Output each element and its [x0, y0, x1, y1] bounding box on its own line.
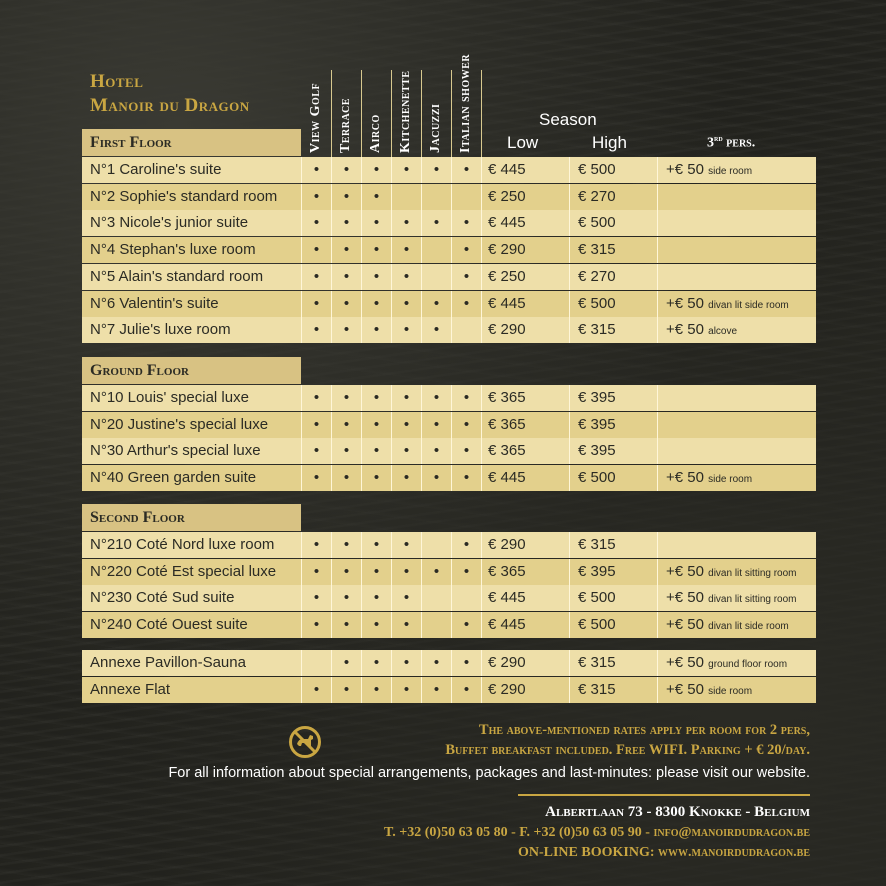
third-person-cell: [658, 612, 816, 638]
feature-dot: •: [392, 465, 422, 491]
feature-dot: •: [452, 385, 482, 411]
feature-dot: •: [422, 317, 452, 343]
feature-dot: •: [332, 465, 362, 491]
feature-header: [422, 32, 451, 157]
third-person-cell: [658, 237, 816, 263]
table-row: [82, 210, 816, 236]
feature-dot: [452, 585, 482, 611]
price-high: € 500: [570, 157, 658, 183]
feature-dot: •: [332, 291, 362, 317]
price-high: € 315: [570, 317, 658, 343]
room-name: N°4 Stephan's luxe room: [82, 237, 302, 263]
feature-dot: •: [332, 210, 362, 236]
third-person-cell: [658, 465, 816, 491]
third-person-price: +€ 50: [666, 563, 704, 580]
feature-dot: •: [302, 385, 332, 411]
third-person-note: side room: [708, 166, 753, 177]
table-row: [82, 438, 816, 464]
room-name: N°240 Coté Ouest suite: [82, 612, 302, 638]
feature-dot: [452, 317, 482, 343]
feature-dot: •: [302, 438, 332, 464]
price-high: € 395: [570, 385, 658, 411]
feature-header-label: Airco: [367, 114, 383, 153]
feature-dot: •: [332, 532, 362, 558]
season-high-label: High: [592, 133, 627, 152]
third-person-note: ground floor room: [708, 659, 788, 670]
feature-dot: •: [452, 237, 482, 263]
feature-dot: •: [452, 210, 482, 236]
feature-header: [332, 32, 361, 157]
third-person-cell: [658, 677, 816, 703]
price-high: € 315: [570, 677, 658, 703]
price-high: € 395: [570, 559, 658, 585]
third-person-price: +€ 50: [666, 681, 704, 698]
price-low: € 250: [482, 184, 570, 210]
feature-dot: •: [362, 317, 392, 343]
third-person-cell: [658, 184, 816, 210]
third-person-cell: [658, 317, 816, 343]
no-dogs-icon: [288, 725, 322, 759]
feature-dot: •: [302, 264, 332, 290]
price-low: € 445: [482, 585, 570, 611]
feature-dot: •: [302, 210, 332, 236]
room-name: N°5 Alain's standard room: [82, 264, 302, 290]
feature-dot: [422, 184, 452, 210]
feature-headers: [302, 34, 480, 157]
price-low: € 445: [482, 210, 570, 236]
third-person-note: divan lit side room: [708, 300, 789, 311]
feature-dot: •: [452, 532, 482, 558]
price-low: € 445: [482, 291, 570, 317]
third-person-cell: [658, 559, 816, 585]
feature-dot: •: [362, 184, 392, 210]
feature-dot: •: [392, 612, 422, 638]
feature-dot: •: [302, 184, 332, 210]
feature-dot: •: [452, 612, 482, 638]
price-low: € 290: [482, 317, 570, 343]
price-low: € 365: [482, 559, 570, 585]
feature-dot: •: [332, 559, 362, 585]
feature-dot: •: [302, 237, 332, 263]
table-row: [82, 559, 816, 585]
third-person-cell: [658, 438, 816, 464]
feature-dot: •: [422, 291, 452, 317]
third-person-cell: [658, 412, 816, 438]
feature-dot: •: [392, 438, 422, 464]
third-person-note: side room: [708, 686, 753, 697]
third-person-price: +€ 50: [666, 295, 704, 312]
price-high: € 270: [570, 184, 658, 210]
feature-dot: •: [452, 157, 482, 183]
table-row: [82, 157, 816, 183]
section-title: Second Floor: [82, 504, 301, 531]
feature-dot: •: [392, 559, 422, 585]
season-label: Season: [539, 110, 597, 129]
table-row: [82, 412, 816, 438]
feature-dot: •: [332, 184, 362, 210]
season-low-label: Low: [507, 133, 539, 152]
feature-dot: [422, 264, 452, 290]
room-name: N°6 Valentin's suite: [82, 291, 302, 317]
third-person-note: divan lit side room: [708, 621, 789, 632]
room-name: N°220 Coté Est special luxe: [82, 559, 302, 585]
feature-dot: •: [392, 157, 422, 183]
room-name: N°40 Green garden suite: [82, 465, 302, 491]
feature-dot: •: [392, 291, 422, 317]
price-low: € 365: [482, 412, 570, 438]
price-high: € 315: [570, 532, 658, 558]
feature-dot: •: [332, 385, 362, 411]
booking-label: ON-LINE BOOKING:: [517, 845, 658, 860]
feature-dot: •: [332, 585, 362, 611]
feature-dot: •: [452, 438, 482, 464]
third-person-cell: [658, 291, 816, 317]
room-name: N°210 Coté Nord luxe room: [82, 532, 302, 558]
feature-dot: •: [422, 650, 452, 676]
section-title: First Floor: [82, 129, 301, 156]
third-person-note: divan lit sitting room: [708, 568, 797, 579]
feature-dot: •: [392, 677, 422, 703]
third-person-price: +€ 50: [666, 589, 704, 606]
feature-dot: •: [332, 438, 362, 464]
feature-header-label: Terrace: [337, 97, 353, 153]
feature-dot: •: [422, 210, 452, 236]
feature-dot: [422, 237, 452, 263]
third-person-price: +€ 50: [666, 616, 704, 633]
feature-dot: •: [392, 412, 422, 438]
feature-dot: •: [392, 532, 422, 558]
price-high: € 500: [570, 585, 658, 611]
feature-dot: •: [422, 385, 452, 411]
feature-dot: •: [392, 237, 422, 263]
feature-dot: •: [392, 317, 422, 343]
price-low: € 290: [482, 237, 570, 263]
feature-dot: •: [422, 438, 452, 464]
third-person-price: +€ 50: [666, 321, 704, 338]
feature-dot: [302, 650, 332, 676]
feature-dot: •: [362, 677, 392, 703]
third-person-header: 3rd pers.: [707, 134, 756, 151]
room-name: N°3 Nicole's junior suite: [82, 210, 302, 236]
price-low: € 290: [482, 677, 570, 703]
third-person-cell: [658, 532, 816, 558]
feature-dot: •: [302, 532, 332, 558]
feature-dot: •: [302, 559, 332, 585]
hotel-name: [90, 70, 250, 118]
divider: [518, 794, 810, 796]
feature-dot: •: [332, 317, 362, 343]
third-person-price: +€ 50: [666, 469, 704, 486]
section-title: Ground Floor: [82, 357, 301, 384]
feature-dot: •: [452, 291, 482, 317]
phone-fax: T. +32 (0)50 63 05 80 - F. +32 (0)50 63 05 90 -: [383, 825, 654, 840]
table-row: [82, 532, 816, 558]
phone-fax-email: [384, 825, 810, 841]
feature-header: [452, 32, 481, 157]
rates-note-line1: The above-mentioned rates apply per room for 2 pers,: [478, 722, 810, 738]
third-person-cell: [658, 585, 816, 611]
third-person-note: divan lit sitting room: [708, 594, 797, 605]
third-person-price: +€ 50: [666, 654, 704, 671]
feature-header-label: Jacuzzi: [427, 103, 443, 153]
feature-dot: [452, 184, 482, 210]
room-name: N°7 Julie's luxe room: [82, 317, 302, 343]
room-name: N°2 Sophie's standard room: [82, 184, 302, 210]
table-row: [82, 677, 816, 703]
feature-dot: •: [362, 264, 392, 290]
table-row: [82, 385, 816, 411]
feature-header: [392, 32, 421, 157]
feature-dot: [422, 585, 452, 611]
price-high: € 315: [570, 237, 658, 263]
table-row: [82, 291, 816, 317]
feature-dot: •: [362, 612, 392, 638]
table-row: [82, 612, 816, 638]
feature-dot: [422, 532, 452, 558]
hotel-name-line1: Hotel: [90, 71, 144, 92]
feature-dot: •: [332, 264, 362, 290]
feature-header-label: Kitchenette: [397, 70, 413, 153]
feature-dot: •: [302, 585, 332, 611]
feature-dot: •: [362, 532, 392, 558]
feature-dot: •: [332, 677, 362, 703]
price-low: € 365: [482, 438, 570, 464]
feature-dot: •: [332, 650, 362, 676]
price-low: € 290: [482, 650, 570, 676]
feature-dot: •: [422, 677, 452, 703]
feature-dot: •: [392, 264, 422, 290]
price-low: € 445: [482, 465, 570, 491]
feature-dot: •: [452, 559, 482, 585]
feature-dot: •: [362, 412, 392, 438]
feature-dot: •: [422, 157, 452, 183]
table-row: [82, 585, 816, 611]
feature-dot: •: [332, 237, 362, 263]
feature-dot: •: [392, 650, 422, 676]
feature-header-label: Italian shower: [457, 53, 473, 153]
feature-dot: [422, 612, 452, 638]
price-high: € 395: [570, 412, 658, 438]
third-person-note: alcove: [708, 326, 738, 337]
feature-dot: •: [362, 291, 392, 317]
feature-dot: •: [422, 412, 452, 438]
feature-dot: •: [362, 237, 392, 263]
feature-dot: •: [302, 677, 332, 703]
feature-dot: •: [452, 465, 482, 491]
table-row: [82, 317, 816, 343]
feature-dot: •: [362, 465, 392, 491]
price-low: € 290: [482, 532, 570, 558]
feature-dot: •: [392, 210, 422, 236]
rates-note-line2: Buffet breakfast included. Free WIFI. Parking + € 20/day.: [445, 742, 810, 758]
feature-dot: •: [452, 264, 482, 290]
table-row: [82, 465, 816, 491]
feature-dot: •: [422, 465, 452, 491]
price-high: € 500: [570, 210, 658, 236]
feature-header: [362, 32, 391, 157]
price-high: € 500: [570, 291, 658, 317]
hotel-name-line2: Manoir du Dragon: [90, 95, 250, 116]
price-low: € 250: [482, 264, 570, 290]
feature-dot: •: [452, 677, 482, 703]
price-high: € 500: [570, 465, 658, 491]
third-person-price: +€ 50: [666, 161, 704, 178]
feature-dot: [392, 184, 422, 210]
room-name: Annexe Pavillon-Sauna: [82, 650, 302, 676]
info-text: For all information about special arrangements, packages and last-minutes: please visit our website.: [168, 765, 810, 781]
third-person-cell: [658, 264, 816, 290]
feature-dot: •: [302, 412, 332, 438]
feature-dot: •: [302, 157, 332, 183]
feature-dot: •: [302, 291, 332, 317]
feature-dot: •: [392, 385, 422, 411]
table-row: [82, 264, 816, 290]
room-name: N°1 Caroline's suite: [82, 157, 302, 183]
feature-header-label: View Golf: [307, 82, 323, 153]
feature-dot: •: [362, 559, 392, 585]
room-name: N°230 Coté Sud suite: [82, 585, 302, 611]
price-high: € 500: [570, 612, 658, 638]
feature-dot: •: [362, 385, 392, 411]
feature-dot: •: [452, 412, 482, 438]
price-high: € 315: [570, 650, 658, 676]
price-low: € 445: [482, 157, 570, 183]
feature-dot: •: [422, 559, 452, 585]
table-row: [82, 184, 816, 210]
price-low: € 365: [482, 385, 570, 411]
booking-line: [518, 845, 810, 861]
column-divider: [481, 70, 482, 157]
feature-dot: •: [362, 157, 392, 183]
feature-dot: •: [362, 210, 392, 236]
room-name: N°30 Arthur's special luxe: [82, 438, 302, 464]
feature-dot: •: [302, 317, 332, 343]
price-low: € 445: [482, 612, 570, 638]
website-link[interactable]: www.manoirdudragon.be: [658, 845, 810, 860]
feature-dot: •: [302, 612, 332, 638]
table-row: [82, 650, 816, 676]
room-name: N°20 Justine's special luxe: [82, 412, 302, 438]
feature-dot: •: [362, 585, 392, 611]
feature-dot: •: [362, 438, 392, 464]
room-name: N°10 Louis' special luxe: [82, 385, 302, 411]
feature-dot: •: [332, 157, 362, 183]
third-person-cell: [658, 210, 816, 236]
email-link[interactable]: info@manoirdudragon.be: [653, 825, 810, 840]
third-person-cell: [658, 157, 816, 183]
feature-dot: •: [332, 612, 362, 638]
feature-dot: •: [362, 650, 392, 676]
room-name: Annexe Flat: [82, 677, 302, 703]
feature-dot: •: [302, 465, 332, 491]
feature-dot: •: [332, 412, 362, 438]
table-row: [82, 237, 816, 263]
price-high: € 270: [570, 264, 658, 290]
third-person-note: side room: [708, 474, 753, 485]
price-high: € 395: [570, 438, 658, 464]
feature-dot: •: [392, 585, 422, 611]
feature-dot: •: [452, 650, 482, 676]
third-person-cell: [658, 650, 816, 676]
feature-header: [302, 32, 331, 157]
third-person-cell: [658, 385, 816, 411]
address: Albertlaan 73 - 8300 Knokke - Belgium: [545, 804, 810, 820]
